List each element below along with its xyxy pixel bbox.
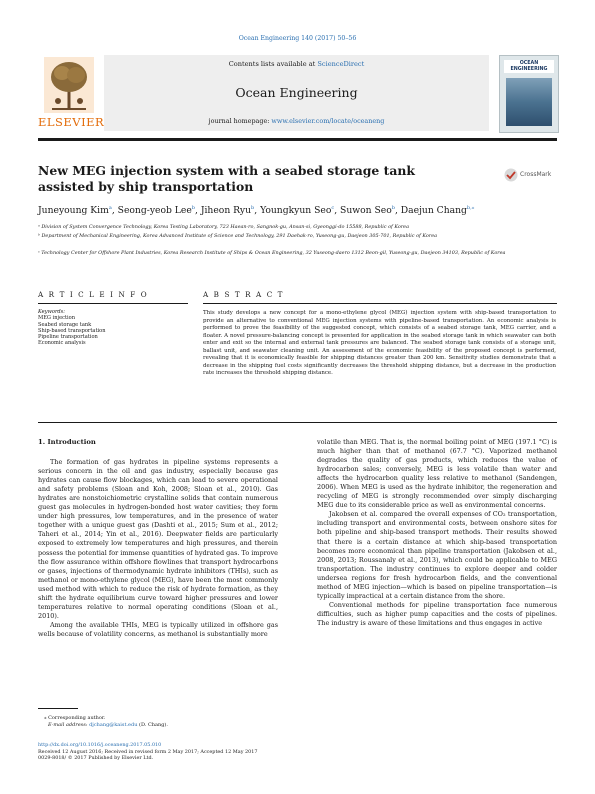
doi-link[interactable]: http://dx.doi.org/10.1016/j.oceaneng.2017.05.010 xyxy=(38,742,162,748)
homepage-prefix: journal homepage: xyxy=(208,117,272,125)
paragraph: Conventional methods for pipeline transportation face numerous difficulties, such as higher pump capacities and the costs of pipelines. The industry is aware of these limitations and thus engages in active xyxy=(317,600,557,627)
keyword: MEG injection xyxy=(38,315,76,322)
crossmark-icon xyxy=(504,168,518,182)
keyword: Seabed storage tank xyxy=(38,321,92,328)
masthead xyxy=(38,55,557,133)
body-right-column xyxy=(317,438,557,628)
cover-image xyxy=(506,78,552,126)
abstract-text: This study develops a new concept for a mono-ethylene glycol (MEG) injection system with ship-based transportation to provide an alternative to conventional MEG injection systems with pipeline-based transportation. An economic analysis is performed to prove the feasibility of the suggested concept, which consists of a seabed storage tank, MEG carrier, and a floater. A novel pressure-balancing concept is presented for application in the seabed storage tank in which seawater can both enter and exit so the internal and external tank pressures are balanced. The seabed storage tank consists of a storage unit, ballast unit, and seawater cleaning unit. An assessment of the economic feasibility of the proposed concept is performed, revealing that it is economically feasible for shipping distances greater than 200 km. Sensitivity studies demonstrate that a decrease in the shipping fuel costs significantly decreases the threshold shipping distance, but a decrease in the production rate increases the threshold shipping distance. xyxy=(203,310,556,377)
elsevier-tree-icon xyxy=(44,57,94,113)
email-note: E-mail address: djchang@kaist.edu (D. Chang). xyxy=(48,721,168,728)
abstract-rule xyxy=(203,303,557,304)
footnote-rule xyxy=(38,708,78,709)
author[interactable]: Youngkyun Seo$^c$ xyxy=(260,205,335,217)
paragraph: Among the available THIs, MEG is typically utilized in offshore gas wells because of volatility concerns, as methanol is substantially more xyxy=(38,620,278,638)
homepage-line xyxy=(104,117,489,125)
footnotes xyxy=(38,715,558,728)
body-left-column xyxy=(38,438,278,639)
keyword: Ship-based transportation xyxy=(38,327,106,334)
section-heading-introduction: 1. Introduction xyxy=(38,438,96,446)
cover-title: OCEAN ENGINEERING xyxy=(510,61,548,72)
received-dates: Received 12 August 2016; Received in revised form 2 May 2017; Accepted 12 May 2017 xyxy=(38,748,258,755)
author[interactable]: Jiheon Ryu$^b$ xyxy=(200,205,255,217)
abstract-heading: A B S T R A C T xyxy=(203,290,285,299)
article-info-rule xyxy=(38,303,188,304)
keywords-block xyxy=(38,309,168,347)
author-list: Juneyoung Kim$^a$, Seong-yeob Lee$^b$, Jiheon Ryu$^b$, Youngkyun Seo$^c$, Suwon Seo$^b$, Daejun Chang$^{b,⁎}$ xyxy=(38,205,475,217)
author[interactable]: Suwon Seo$^b$ xyxy=(340,205,395,217)
contents-prefix: Contents lists available at xyxy=(228,60,318,68)
affiliation-c: ᶜ Technology Center for Offshore Plant Industries, Korea Research Institute of Ships & Ocean Engineering, 32 Yuseong-daero 1312 Beon-gil, Yuseong-gu, Daejeon 34103, Republic of Korea xyxy=(38,250,506,256)
author[interactable]: Juneyoung Kim$^a$ xyxy=(38,205,112,217)
article-title: New MEG injection system with a seabed storage tank assisted by ship transportation xyxy=(38,163,415,194)
author[interactable]: Daejun Chang$^{b,⁎}$ xyxy=(400,205,475,217)
elsevier-logo[interactable] xyxy=(38,55,105,131)
copyright-line: 0029-8018/ © 2017 Published by Elsevier Ltd. xyxy=(38,755,154,762)
abstract-bottom-rule xyxy=(38,422,557,423)
publication-info xyxy=(38,742,338,762)
keywords-title: Keywords: xyxy=(38,309,66,315)
journal-reference[interactable]: Ocean Engineering 140 (2017) 50–56 xyxy=(238,35,357,42)
masthead-rule xyxy=(38,138,557,141)
masthead-center xyxy=(104,55,489,131)
contents-line xyxy=(104,60,489,68)
journal-cover[interactable] xyxy=(499,55,559,133)
keyword: Economic analysis xyxy=(38,340,86,347)
crossmark-badge[interactable] xyxy=(504,168,556,182)
keyword: Pipeline transportation xyxy=(38,334,98,341)
crossmark-label: CrossMark xyxy=(520,171,552,178)
article-info-heading: A R T I C L E I N F O xyxy=(38,290,149,299)
affiliation-a: ᵃ Division of System Convergence Technology, Korea Testing Laboratory, 723 Haean-ro, Sangnok-gu, Ansan-si, Gyeonggi-do 15588, Republic of Korea xyxy=(38,224,409,230)
affiliation-b: ᵇ Department of Mechanical Engineering, Korea Advanced Institute of Science and Technology, 291 Daehak-ro, Yuseong-gu, Daejeon 305-701, Republic of Korea xyxy=(38,233,438,239)
author[interactable]: Seong-yeob Lee$^b$ xyxy=(117,205,195,217)
paragraph: volatile than MEG. That is, the normal boiling point of MEG (197.1 °C) is much higher than that of methanol (67.7 °C). Vaporized methanol degrades the quality of gas products, which reduces the value of hydrocarbon sales; conversely, MEG is less volatile than water and affects the hydrocarbon quality less relative to methanol (Sandengen, 2006). When MEG is used as the hydrate inhibitor, the regeneration and recycling of MEG is strongly recommended over simply discharging MEG due to its considerable price as well as environmental concerns. xyxy=(317,438,557,510)
journal-title: Ocean Engineering xyxy=(235,85,358,100)
email-link[interactable]: djchang@kaist.edu xyxy=(89,721,138,728)
paragraph: The formation of gas hydrates in pipeline systems represents a serious concern in the oil and gas industry, especially because gas hydrates can cause flow blockages, which can lead to severe operational and safety problems (Sloan and Koh, 2008; Sloan et al., 2010). Gas hydrates are nonstoichiometric crystalline solids that contain numerous guest gas molecules in hydrogen-bonded host water cavities; they form under high pressures, low temperatures, and in the presence of water together with a unique guest gas (Dashti et al., 2015; Sum et al., 2012; Taheri et al., 2014; Yin et al., 2016). Deepwater fields are particularly exposed to extremely low temperatures and high pressures, and therein possess the potential for immense quantities of hydrated gas. To improve the flow assurance within offshore flowlines that transport hydrocarbons or gases, injections of thermodynamic hydrate inhibitors (THIs), such as methanol or mono-ethylene glycol (MEG), have been the most commonly used method with which to reduce the risk of hydrate formation, as they shift the hydrate equilibrium curve toward higher pressures and lower temperatures relative to normal operating conditions (Sloan et al., 2010). xyxy=(38,458,278,620)
sciencedirect-link[interactable]: ScienceDirect xyxy=(317,60,365,68)
journal-homepage-link[interactable]: www.elsevier.com/locate/oceaneng xyxy=(271,117,385,125)
elsevier-wordmark: ELSEVIER xyxy=(38,115,105,129)
corresponding-author-note: ⁎ Corresponding author. xyxy=(44,715,106,721)
paragraph: Jakobsen et al. compared the overall expenses of CO₂ transportation, including transport and environmental costs, between onshore sites for both pipeline and ship-based transport methods. Their results showed that there is a certain distance at which ship-based transportation becomes more economical than pipeline transportation (Jakobsen et al., 2008, 2013; Roussanaly et al., 2013), which could be applicable to MEG transportation. The industry continues to explore deeper and colder undersea regions for fresh hydrocarbon fields, and the conventional method of MEG injection—which is based on pipeline transportation—is typically impractical at a certain distance from the shore. xyxy=(317,510,557,600)
